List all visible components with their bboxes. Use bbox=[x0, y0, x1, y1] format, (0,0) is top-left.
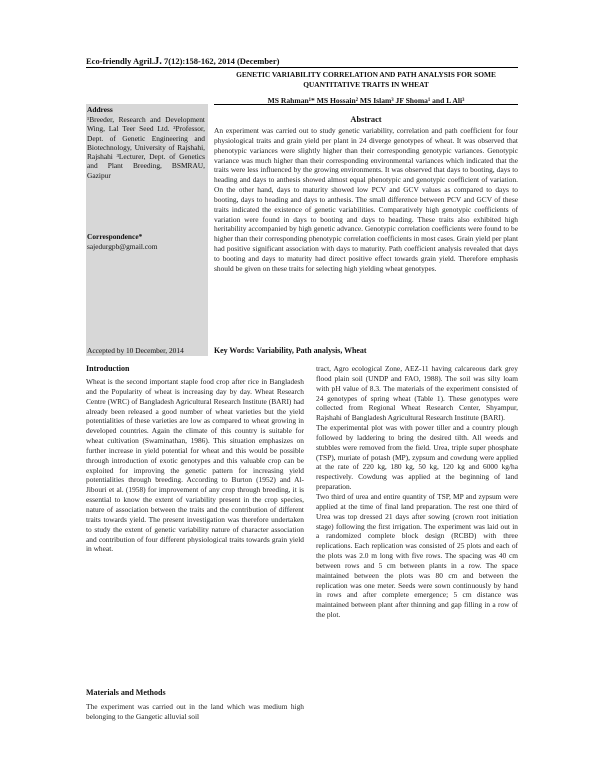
right-paragraph-1: tract, Agro ecological Zone, AEZ-11 having calcareous dark grey flood plain soil (UNDP and FAO, 1988). The soil was silty loam with pH value of 8.3. The materials of the experiment consisted of 24 genotypes of spring wheat (Table 1). These genotypes were collected from Regional Wheat Research Center, Shyampur, Rajshahi of Bangladesh Agricultural Research Institute (BARI). bbox=[316, 364, 518, 423]
journal-volume: 7(12):158-162, 2014 (December) bbox=[161, 56, 280, 66]
paper-title: GENETIC VARIABILITY CORRELATION AND PATH ANALYSIS FOR SOME QUANTITATIVE TRAITS IN WHEAT bbox=[236, 70, 496, 89]
accepted-date: Accepted by 10 December, 2014 bbox=[87, 346, 184, 355]
correspondence-label: Correspondence* bbox=[87, 232, 143, 241]
journal-name: Eco-friendly Agril. bbox=[86, 56, 154, 66]
introduction-text bbox=[86, 377, 304, 554]
address-label: Address bbox=[87, 105, 113, 114]
header-rule-top bbox=[86, 67, 518, 68]
methods-heading: Materials and Methods bbox=[86, 688, 166, 697]
methods-paragraph: The experiment was carried out in the land which was medium high belonging to the Gangetic alluvial soil bbox=[86, 702, 304, 721]
keywords: Key Words: Variability, Path analysis, Wheat bbox=[214, 346, 367, 355]
header-rule-authors bbox=[214, 104, 518, 105]
right-paragraph-3: Two third of urea and entire quantity of TSP, MP and zypsum were applied at the time of final land preparation. The rest one third of Urea was top dressed 21 days after sowing (crown root initiation stage) following the first irrigation. The experiment was laid out in a randomized complete block design (RCBD) with three replications. Each replication was consisted of 25 plots and each of the plots was 2.0 m long with five rows. The spacing was 40 cm between rows and 5 cm between plants in a row. The space maintained between the plots was 80 cm and between the replication was one meter. Seeds were sown continuously by hand in rows and after complete emergence; 5 cm distance was maintained between plant after thinning and gap filling in a row of the plot. bbox=[316, 491, 518, 620]
address-text: ¹Breeder, Research and Development Wing, Lal Teer Seed Ltd. ²Professor, Dept. of Genetic Engineering and Biotechnology, University of Rajshahi, Rajshahi ³Lecturer, Dept. of Genetics and Plant Breeding, BSMRAU, Gazipur bbox=[87, 115, 205, 180]
methods-text bbox=[86, 702, 304, 722]
journal-abbrev: J. bbox=[154, 56, 162, 67]
authors: MS Rahman¹* MS Hossain² MS Islam³ JF Shoma¹ and L Ali³ bbox=[267, 96, 465, 105]
abstract-text: An experiment was carried out to study genetic variability, correlation and path coefficient for four physiological traits and grain yield per plant in 24 diverge genotypes of wheat. It was observed that phenotypic variances were slightly higher than their corresponding genotypic variances. Genotypic variance was much higher than their corresponding environmental variances which indicated that the traits were less influenced by the growing environments. It was observed that days to booting, days to heading and days to anthesis showed almost equal phenotypic and genotypic coefficient of variation. On the other hand, days to maturity showed low PCV and GCV values as compared to days to booting, days to heading and days to anthesis. The small difference between PCV and GCV of these traits indicated the existence of genetic variabilities. Comparatively high genotypic coefficients of variation were found in days to booting and days to heading. These traits also exhibited high heritability accompanied by high genetic advance. Genotypic correlation coefficients were found to be higher than their corresponding phenotypic correlation coefficients in most cases. Grain yield per plant had positive significant association with days to maturity. Path coefficient analysis revealed that days to booting and days to maturity had direct positive effect towards grain yield. Therefore emphasis should be given on these traits for selecting high yielding wheat genotypes. bbox=[214, 126, 519, 273]
abstract-heading: Abstract bbox=[350, 115, 382, 124]
right-paragraph-2: The experimental plot was with power tiller and a country plough followed by laddering to bring the desired tilth. All weeds and stubbles were removed from the field. Urea, triple super phosphate (TSP), muriate of potash (MP), zypsum and cowdung were applied at the rate of 220 kg, 180 kg, 50 kg, 120 kg and 6000 kg/ha respectively. Cowdung was applied at the beginning of land preparation. bbox=[316, 423, 518, 492]
journal-citation bbox=[86, 56, 279, 67]
introduction-paragraph: Wheat is the second important staple food crop after rice in Bangladesh and the Popularity of wheat is increasing day by day. Wheat Research Centre (WRC) of Bangladesh Agricultural Research Institute (BARI) had already been released a good number of wheat varieties but the yield potentialities of these varieties are low as compared to wheat growing in developed countries. Again the climate of this country is suitable for wheat cultivation (Swaminathan, 1986). This situation emphasizes on further increase in yield potential for wheat and this would be possible through introduction of exotic genotypes and this valuable crop can be exploited for improving the genetic pattern for increasing yield potentialities through breeding. According to Burton (1952) and Al-Jibouri et al. (1958) for improvement of any crop through breeding, it is essential to know the extent of variability present in the crop species, nature of association between the traits and the contribution of different traits towards yield. The present investigation was therefore undertaken to study the extent of genetic variability nature of character association and contribution of four different physiological traits towards grain yield in wheat. bbox=[86, 377, 304, 554]
right-column bbox=[316, 364, 518, 620]
correspondence-email: sajedurgpb@gmail.com bbox=[87, 242, 158, 251]
introduction-heading: Introduction bbox=[86, 364, 130, 373]
